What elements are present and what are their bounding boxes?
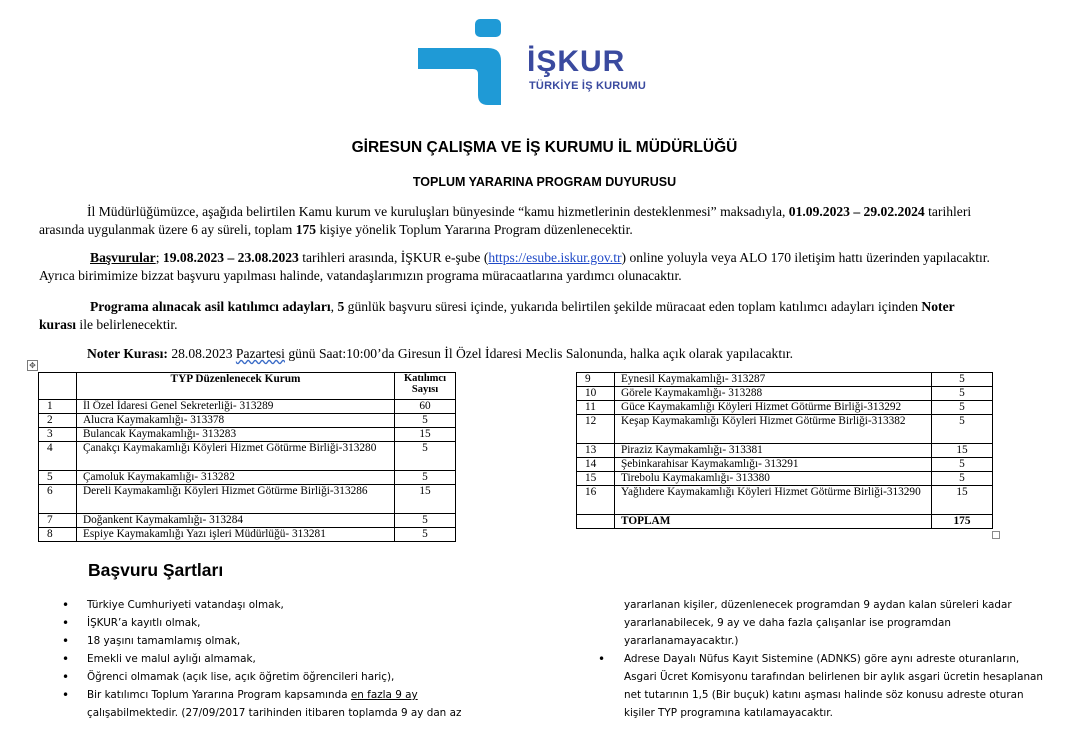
noter-line	[39, 345, 1069, 363]
total-no-cell	[577, 515, 615, 529]
row-number-cell: 16	[577, 486, 615, 515]
participant-count-cell: 5	[932, 415, 993, 444]
participant-count-cell: 5	[932, 458, 993, 472]
row-number-cell: 14	[577, 458, 615, 472]
participant-count-cell: 5	[395, 414, 456, 428]
selection-text: ile belirlenecektir.	[76, 317, 178, 332]
bullet-icon: •	[62, 616, 70, 630]
bullet-icon: •	[62, 670, 70, 684]
row-number-cell: 1	[39, 400, 77, 414]
institution-table-right	[576, 372, 993, 529]
table-resize-handle-icon[interactable]	[992, 531, 1000, 539]
bullet-icon: •	[62, 598, 70, 612]
participant-count-cell: 5	[932, 401, 993, 415]
list-item-text: Öğrenci olmamak (açık lise, açık öğretim öğrencileri hariç),	[87, 671, 395, 683]
participant-count-cell: 5	[932, 373, 993, 387]
institution-name-cell: Görele Kaymakamlığı- 313288	[615, 387, 932, 401]
institution-name-cell: Tirebolu Kaymakamlığı- 313380	[615, 472, 932, 486]
conditions-title: Başvuru Şartları	[88, 560, 224, 580]
iskur-logo-mark-icon	[418, 19, 513, 105]
header-count-line-2: Sayısı	[411, 384, 439, 395]
selection-line-1	[39, 298, 1069, 316]
list-item	[62, 650, 512, 668]
application-line-2: Ayrıca birimimize bizzat başvuru yapılması halinde, vatandaşlarımızın programa müracaatlarına yardımcı olunacaktır.	[39, 268, 682, 283]
selection-text: ,	[330, 299, 338, 314]
participant-count-cell: 15	[932, 486, 993, 515]
selection-line-2	[39, 316, 1069, 334]
table-row	[39, 442, 456, 471]
table-row	[577, 444, 993, 458]
institution-name-cell: Keşap Kaymakamlığı Köyleri Hizmet Götürme Birliği-313382	[615, 415, 932, 444]
total-row	[577, 515, 993, 529]
table-row	[39, 528, 456, 542]
noter-label: Noter Kurası:	[87, 346, 168, 361]
total-value-cell: 175	[932, 515, 993, 529]
conditions-last-item	[62, 686, 522, 722]
header-no-cell	[39, 373, 77, 400]
header-institution-cell: TYP Düzenlenecek Kurum	[77, 373, 395, 400]
row-number-cell: 10	[577, 387, 615, 401]
table-row	[577, 373, 993, 387]
row-number-cell: 11	[577, 401, 615, 415]
table-row	[39, 514, 456, 528]
intro-text: tarihleri	[924, 204, 972, 219]
participant-count-cell: 15	[395, 428, 456, 442]
institution-name-cell: Eynesil Kaymakamlığı- 313287	[615, 373, 932, 387]
participant-count-cell: 15	[932, 444, 993, 458]
row-number-cell: 2	[39, 414, 77, 428]
participant-count-cell: 5	[395, 514, 456, 528]
list-item-text-a: Bir katılımcı Toplum Yararına Program kapsamında	[87, 689, 351, 701]
header-count-line-1: Katılımcı	[404, 373, 446, 384]
header-count-cell	[395, 373, 456, 400]
list-item-underlined: en fazla 9 ay	[350, 689, 418, 701]
row-number-cell: 13	[577, 444, 615, 458]
institution-table-left	[38, 372, 456, 542]
participant-count-cell: 5	[395, 528, 456, 542]
intro-line-1	[39, 203, 1069, 221]
institution-name-cell: Doğankent Kaymakamlığı- 313284	[77, 514, 395, 528]
selection-text: günlük başvuru süresi içinde, yukarıda belirtilen şekilde müracaat eden toplam katılımcı adayları içinden	[344, 299, 922, 314]
list-item-continuation: yararlanan kişiler, düzenlenecek programdan 9 aydan kalan süreleri kadar	[624, 599, 1012, 611]
row-number-cell: 8	[39, 528, 77, 542]
participant-count-cell: 5	[395, 471, 456, 485]
row-number-cell: 12	[577, 415, 615, 444]
selection-paragraph	[39, 298, 1069, 334]
table-row	[577, 458, 993, 472]
selection-label: Programa alınacak asil katılımcı adayları	[90, 299, 331, 314]
noter-text: günü Saat:10:00’da Giresun İl Özel İdaresi Meclis Salonunda, halka açık olarak yapılacaktır.	[284, 346, 794, 361]
noter-word: Noter	[921, 299, 955, 314]
intro-text: arasında uygulanmak üzere 6 ay süreli, toplam	[39, 222, 296, 237]
list-item-text: İŞKUR’a kayıtlı olmak,	[87, 617, 201, 629]
iskur-logo	[418, 19, 690, 105]
row-number-cell: 6	[39, 485, 77, 514]
list-item-continuation: yararlanabilecek, 9 ay ve daha fazla çalışanlar ise programdan	[624, 617, 951, 629]
kura-word: kurası	[39, 317, 77, 332]
bullet-icon: •	[62, 634, 70, 648]
list-item-continuation: yararlanamayacaktır.)	[624, 635, 739, 647]
participant-count-cell: 15	[395, 485, 456, 514]
logo-subtitle: TÜRKİYE İŞ KURUMU	[529, 80, 647, 92]
total-label-cell: TOPLAM	[615, 515, 932, 529]
list-item-text	[62, 686, 522, 704]
list-item	[62, 596, 512, 614]
row-number-cell: 4	[39, 442, 77, 471]
table-row	[577, 486, 993, 515]
row-number-cell: 9	[577, 373, 615, 387]
institution-name-cell: Güce Kaymakamlığı Köyleri Hizmet Götürme Birliği-313292	[615, 401, 932, 415]
institution-name-cell: Çamoluk Kaymakamlığı- 313282	[77, 471, 395, 485]
noter-day: Pazartesi	[235, 346, 285, 361]
participant-count-cell: 60	[395, 400, 456, 414]
list-item	[62, 632, 512, 650]
application-paragraph	[39, 249, 1069, 285]
application-label: Başvurular	[90, 250, 156, 265]
list-item-line: Asgari Ücret Komisyonu tarafından belirlenen bir aylık asgari ücretin hesaplanan	[624, 671, 1043, 683]
conditions-left-list	[62, 596, 512, 686]
row-number-cell: 3	[39, 428, 77, 442]
intro-text: İl Müdürlüğümüzce, aşağıda belirtilen Kamu kurum ve kuruluşları bünyesinde “kamu hizmetlerinin desteklenmesi” maksadıyla,	[87, 204, 789, 219]
table-row	[577, 387, 993, 401]
logo-name: İŞKUR	[527, 45, 626, 78]
list-item	[62, 614, 512, 632]
row-number-cell: 5	[39, 471, 77, 485]
institution-name-cell: Çanakçı Kaymakamlığı Köyleri Hizmet Götürme Birliği-313280	[77, 442, 395, 471]
application-days: 5	[337, 299, 345, 314]
program-dates: 01.09.2023 – 29.02.2024	[788, 204, 925, 219]
application-text: ;	[155, 250, 163, 265]
list-item-text: Emekli ve malul aylığı almamak,	[87, 653, 256, 665]
institution-name-cell: İl Özel İdaresi Genel Sekreterliği- 313289	[77, 400, 395, 414]
institution-name-cell: Espiye Kaymakamlığı Yazı işleri Müdürlüğü- 313281	[77, 528, 395, 542]
bullet-icon: •	[62, 688, 70, 702]
table-row	[577, 472, 993, 486]
list-item-line: net tutarının 1,5 (Bir buçuk) katını aşması halinde söz konusu adreste oturan	[624, 689, 1024, 701]
institution-name-cell: Bulancak Kaymakamlığı- 313283	[77, 428, 395, 442]
application-text: tarihleri arasında, İŞKUR e-şube (	[298, 250, 489, 265]
institution-name-cell: Piraziz Kaymakamlığı- 313381	[615, 444, 932, 458]
intro-line-2	[39, 221, 1069, 239]
conditions-right-item	[598, 650, 1068, 722]
bullet-icon: •	[598, 652, 606, 666]
noter-paragraph	[39, 345, 1069, 363]
page-title: GİRESUN ÇALIŞMA VE İŞ KURUMU İL MÜDÜRLÜĞÜ	[351, 139, 738, 156]
table-move-handle-icon[interactable]: ✥	[27, 360, 38, 371]
table-row	[39, 414, 456, 428]
intro-text: kişiye yönelik Toplum Yararına Program düzenlenecektir.	[316, 222, 633, 237]
table-header-row	[39, 373, 456, 400]
list-item-line: kişiler TYP programına katılamayacaktır.	[624, 707, 833, 719]
participant-count-cell: 5	[932, 387, 993, 401]
institution-name-cell: Yağlıdere Kaymakamlığı Köyleri Hizmet Götürme Birliği-313290	[615, 486, 932, 515]
page-subtitle: TOPLUM YARARINA PROGRAM DUYURUSU	[412, 175, 677, 189]
institution-name-cell: Alucra Kaymakamlığı- 313378	[77, 414, 395, 428]
application-text: ) online yoluyla veya ALO 170 iletişim hattı üzerinden yapılacaktır.	[621, 250, 990, 265]
institution-name-cell: Şebinkarahisar Kaymakamlığı- 313291	[615, 458, 932, 472]
table-row	[39, 428, 456, 442]
application-line-1	[39, 249, 1069, 267]
table-row	[39, 400, 456, 414]
conditions-right-continuation	[624, 596, 1074, 650]
participant-count-cell: 5	[395, 442, 456, 471]
bullet-icon: •	[62, 652, 70, 666]
application-dates: 19.08.2023 – 23.08.2023	[162, 250, 299, 265]
table-row	[39, 471, 456, 485]
list-item-text: Türkiye Cumhuriyeti vatandaşı olmak,	[87, 599, 284, 611]
list-item-line: Adrese Dayalı Nüfus Kayıt Sistemine (ADNKS) göre aynı adreste oturanların,	[624, 653, 1020, 665]
participant-count-cell: 5	[932, 472, 993, 486]
esube-link[interactable]: https://esube.iskur.gov.tr	[488, 250, 622, 265]
table-row	[577, 415, 993, 444]
participant-count: 175	[295, 222, 317, 237]
institution-name-cell: Dereli Kaymakamlığı Köyleri Hizmet Götürme Birliği-313286	[77, 485, 395, 514]
row-number-cell: 7	[39, 514, 77, 528]
table-row	[39, 485, 456, 514]
noter-text: 28.08.2023	[167, 346, 236, 361]
list-item	[62, 668, 512, 686]
row-number-cell: 15	[577, 472, 615, 486]
list-item-text: 18 yaşını tamamlamış olmak,	[87, 635, 241, 647]
list-item-text-b: çalışabilmektedir. (27/09/2017 tarihinden itibaren toplamda 9 ay dan az	[87, 707, 462, 719]
intro-paragraph	[39, 203, 1069, 239]
table-row	[577, 401, 993, 415]
